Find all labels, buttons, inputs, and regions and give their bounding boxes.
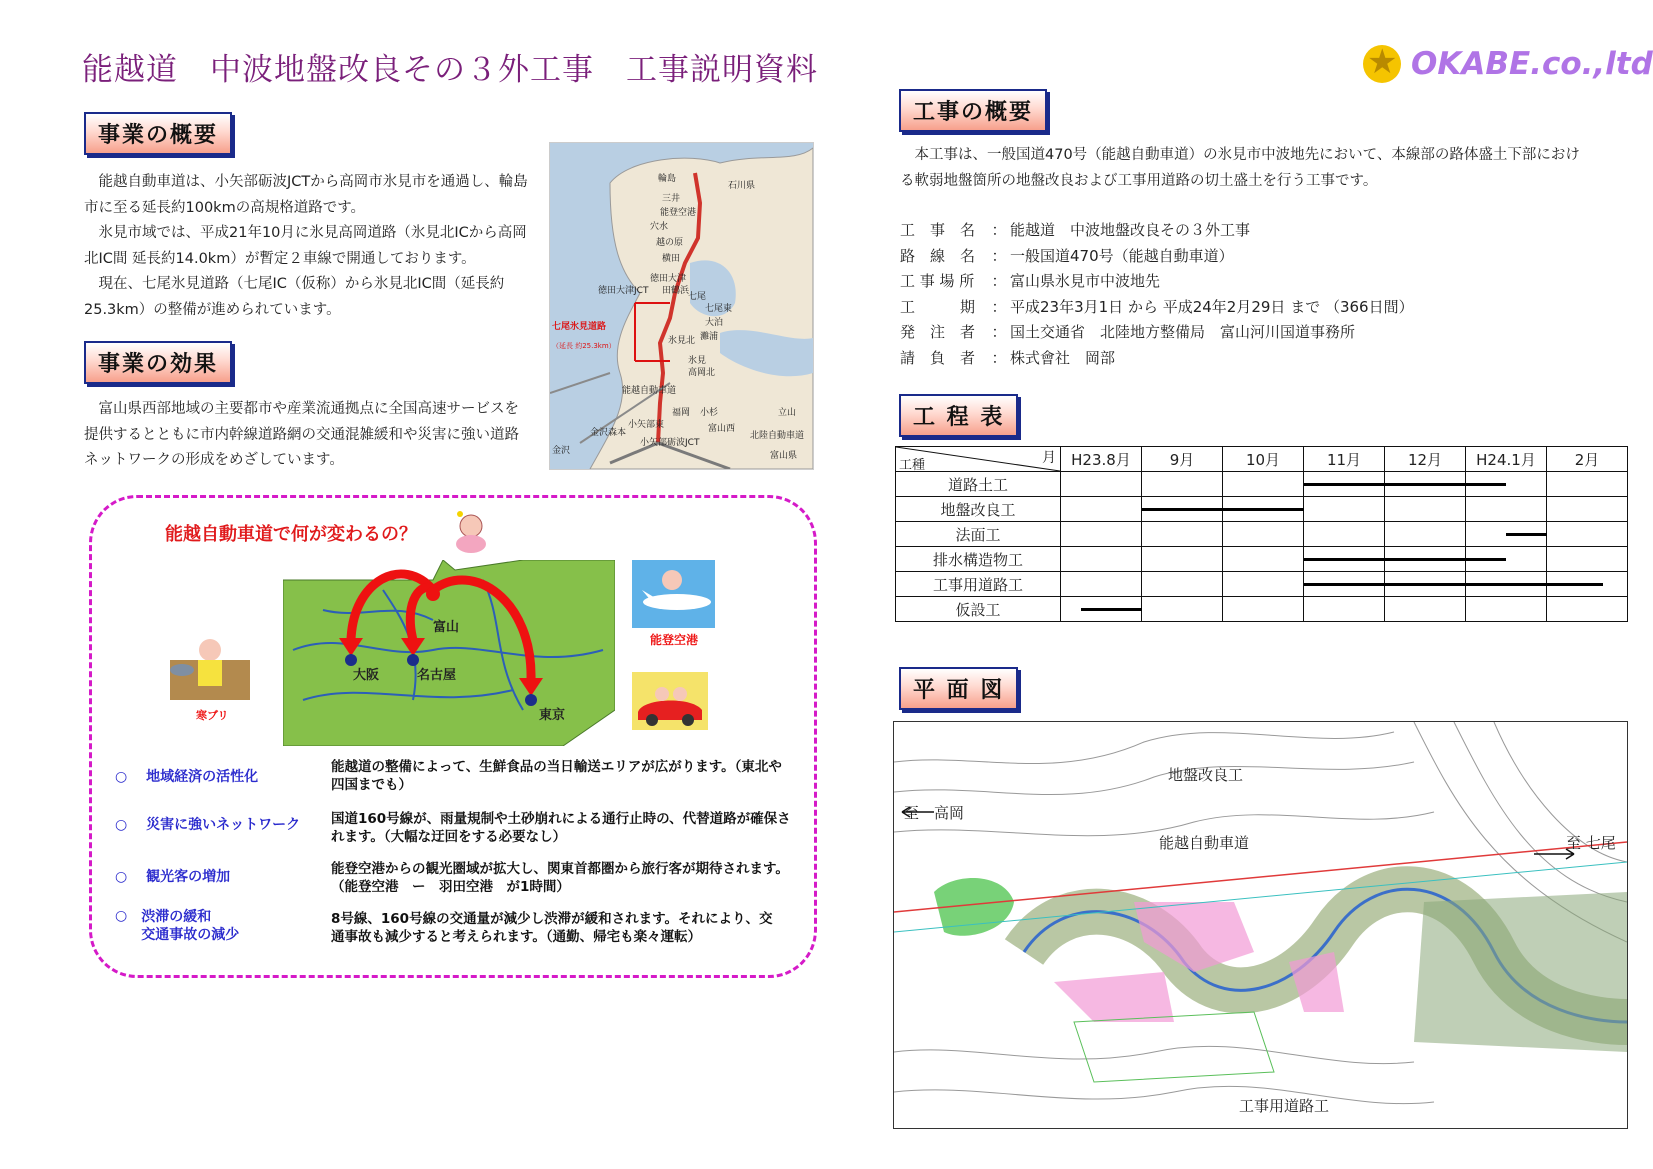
effect-description: 国道160号線が、雨量規制や土砂崩れによる通行止時の、代替道路が確保されます。（大幅な迂回をする必要なし） [331,811,791,845]
overview-text [84,170,531,323]
info-key: 工 事 場 所 [900,272,975,290]
city-label: 大阪 [353,668,380,683]
effect-paragraph: 富山県西部地域の主要都市や産業流通拠点に全国高速サービスを提供するとともに市内幹線道路網の交通混雑緩和や災害に強い道路ネットワークの形成をめざしています。 [84,401,519,468]
map-place: 三井 [662,194,681,204]
fish-caption: 寒ブリ [196,709,229,722]
effect-description: 能登空港からの観光圏域が拡大し、関東首都圏から旅行客が期待されます。（能登空港 ー 羽田空港 が1時間） [331,861,789,895]
map-place: 七尾東 [705,304,733,314]
map-place: 徳田大津JCT [598,286,649,296]
schedule-bar [1506,533,1547,536]
info-value: 一般国道470号（能越自動車道） [1010,246,1234,265]
map-place: 小矢部砺波JCT [640,438,700,448]
effect-item [115,766,258,786]
circle-bullet-icon: ○ [115,817,128,833]
airport-caption: 能登空港 [650,633,699,647]
airplane-picture [632,560,715,628]
map-place: 七尾 [688,292,707,302]
map-place: 輪島 [658,174,677,184]
callout-title: 能越自動車道で何が変わるの？ [165,524,417,545]
month-header: H24.1月 [1466,447,1547,472]
map-place: 穴水 [650,222,669,232]
info-key: 路 線 名 [900,246,976,265]
schedule-bar [1304,558,1507,561]
schedule-row [896,597,1628,622]
overview-paragraph: 能越自動車道は、小矢部砺波JCTから高岡市氷見市を通過し、輪島市に至る延長約100kmの高規格道路です。 [84,174,528,216]
effect-item [115,866,230,886]
info-value: 能越道 中波地盤改良その３外工事 [1010,221,1251,239]
schedule-header-row [896,447,1628,472]
month-header: H23.8月 [1061,447,1142,472]
plan-heading: 平 面 図 [899,667,1018,710]
map-place: 小矢部東 [628,420,665,430]
month-header: 12月 [1385,447,1466,472]
info-separator: ： [991,323,1007,341]
schedule-corner-month: 月 [1042,450,1056,466]
work-type: 道路土工 [896,472,1061,497]
map-place: 金沢 [552,446,571,456]
map-place: 能越自動車道 [622,386,677,396]
circle-bullet-icon: ○ [115,908,128,924]
map-place: 富山県 [770,451,798,461]
schedule-corner [896,447,1061,472]
logo-text: OKABE.co.,ltd [1411,46,1653,82]
plan-drawing-graphic [894,722,1627,1128]
schedule-bar [1304,583,1604,586]
map-place: 横田 [662,254,681,264]
work-type: 法面工 [896,522,1061,547]
city-label: 富山 [433,620,460,635]
work-paragraph: 本工事は、一般国道470号（能越自動車道）の氷見市中波地先において、本線部の路体盛土下部における軟弱地盤箇所の地盤改良および工事用道路の切土盛土を行う工事です。 [900,147,1580,189]
map-place: 立山 [778,408,797,418]
info-row [900,295,1414,321]
month-header: 2月 [1547,447,1628,472]
info-key: 工 事 名 [900,221,976,239]
map-place: 灘浦 [700,332,719,342]
work-type: 排水構造物工 [896,547,1061,572]
effect-label: 災害に強いネットワーク [146,817,301,833]
schedule-row [896,472,1628,497]
overview-paragraph: 氷見市域では、平成21年10月に氷見高岡道路（氷見北ICから高岡北IC間 延長約14.0km）が暫定２車線で開通しております。 [84,225,527,267]
month-header: 9月 [1142,447,1223,472]
month-header: 11月 [1304,447,1385,472]
info-separator: ： [991,221,1007,239]
fish-seller-picture [170,630,250,700]
map-place: 能登空港 [660,208,697,218]
info-separator: ： [991,246,1007,265]
info-key: 工 期 [900,297,976,316]
info-value: 富山県氷見市中波地先 [1010,272,1161,290]
map-place: 石川県 [728,181,756,191]
work-info-table [900,218,1414,371]
car-picture [632,672,708,730]
japan-map [283,560,615,746]
schedule-corner-type: 工種 [899,458,926,473]
work-type: 仮設工 [896,597,1061,622]
plan-label: 能越自動車道 [1159,834,1250,852]
overview-paragraph: 現在、七尾氷見道路（七尾IC（仮称）から氷見北IC間（延長約25.3km）の整備が進められています。 [84,276,505,318]
info-row [900,218,1414,244]
effect-label: 渋滞の緩和 交通事故の減少 [141,909,240,943]
map-place: 氷見 [688,356,707,366]
company-logo [1363,45,1653,83]
work-heading: 工事の概要 [899,89,1047,132]
city-label: 東京 [539,708,566,723]
info-separator: ： [991,272,1007,290]
page-title: 能越道 中波地盤改良その３外工事 工事説明資料 [82,52,818,88]
map-callout: 七尾氷見道路 [552,322,607,332]
map-place: 北陸自動車道 [750,431,805,441]
circle-bullet-icon: ○ [115,769,128,785]
map-place: 氷見北 [668,336,696,346]
plan-label: 地盤改良工 [1168,766,1244,784]
map-place: 田鶴浜 [662,286,690,296]
schedule-bar [1142,508,1304,511]
info-row [900,320,1414,346]
schedule-row [896,547,1628,572]
info-row [900,269,1414,295]
effect-item [115,908,239,944]
plan-label: 工事用道路工 [1239,1097,1330,1115]
work-type: 地盤改良工 [896,497,1061,522]
japan-map-graphic [283,560,615,746]
info-row [900,346,1414,372]
info-key: 請 負 者 [900,348,976,367]
map-place: 徳田大津 [650,274,687,284]
plan-label: 至 高岡 [904,804,965,822]
plan-label: 至 七尾 [1566,834,1616,852]
route-map-graphic [550,143,813,469]
route-map [549,142,814,470]
map-place: 金沢森本 [590,428,627,438]
effect-label: 観光客の増加 [146,869,231,885]
circle-bullet-icon: ○ [115,869,128,885]
plan-drawing [893,721,1628,1129]
effect-label: 地域経済の活性化 [146,769,259,785]
info-value: 国土交通省 北陸地方整備局 富山河川国道事務所 [1010,323,1356,341]
info-key: 発 注 者 [900,323,976,341]
work-text [900,143,1590,194]
overview-heading: 事業の概要 [84,112,232,155]
effect-text [84,397,531,474]
effect-item [115,814,300,834]
info-separator: ： [991,348,1007,367]
effect-description: 能越道の整備によって、生鮮食品の当日輸送エリアが広がります。（東北や四国までも） [331,759,782,793]
schedule-bar [1304,483,1507,486]
effect-description: 8号線、160号線の交通量が減少し渋滞が緩和されます。それにより、交通事故も減少すると考えられます。（通勤、帰宅も楽々運転） [331,911,773,945]
star-icon [1363,45,1401,83]
schedule-bar [1081,608,1142,611]
work-type: 工事用道路工 [896,572,1061,597]
info-separator: ： [991,297,1007,316]
city-label: 名古屋 [417,668,457,683]
map-place: 小杉 [700,408,719,418]
map-place: 富山西 [708,424,736,434]
month-header: 10月 [1223,447,1304,472]
child-icon [452,510,490,554]
map-place: 大泊 [705,318,724,328]
info-value: 平成23年3月1日 から 平成24年2月29日 まで （366日間） [1010,297,1414,316]
map-place: 福岡 [672,408,691,418]
info-row [900,244,1414,270]
effect-heading: 事業の効果 [84,341,232,384]
map-callout-sub: （延長 約25.3km） [552,342,616,350]
map-place: 高岡北 [688,368,716,378]
info-value: 株式會社 岡部 [1010,348,1116,367]
schedule-heading: 工 程 表 [899,394,1018,437]
map-place: 越の原 [656,238,684,248]
